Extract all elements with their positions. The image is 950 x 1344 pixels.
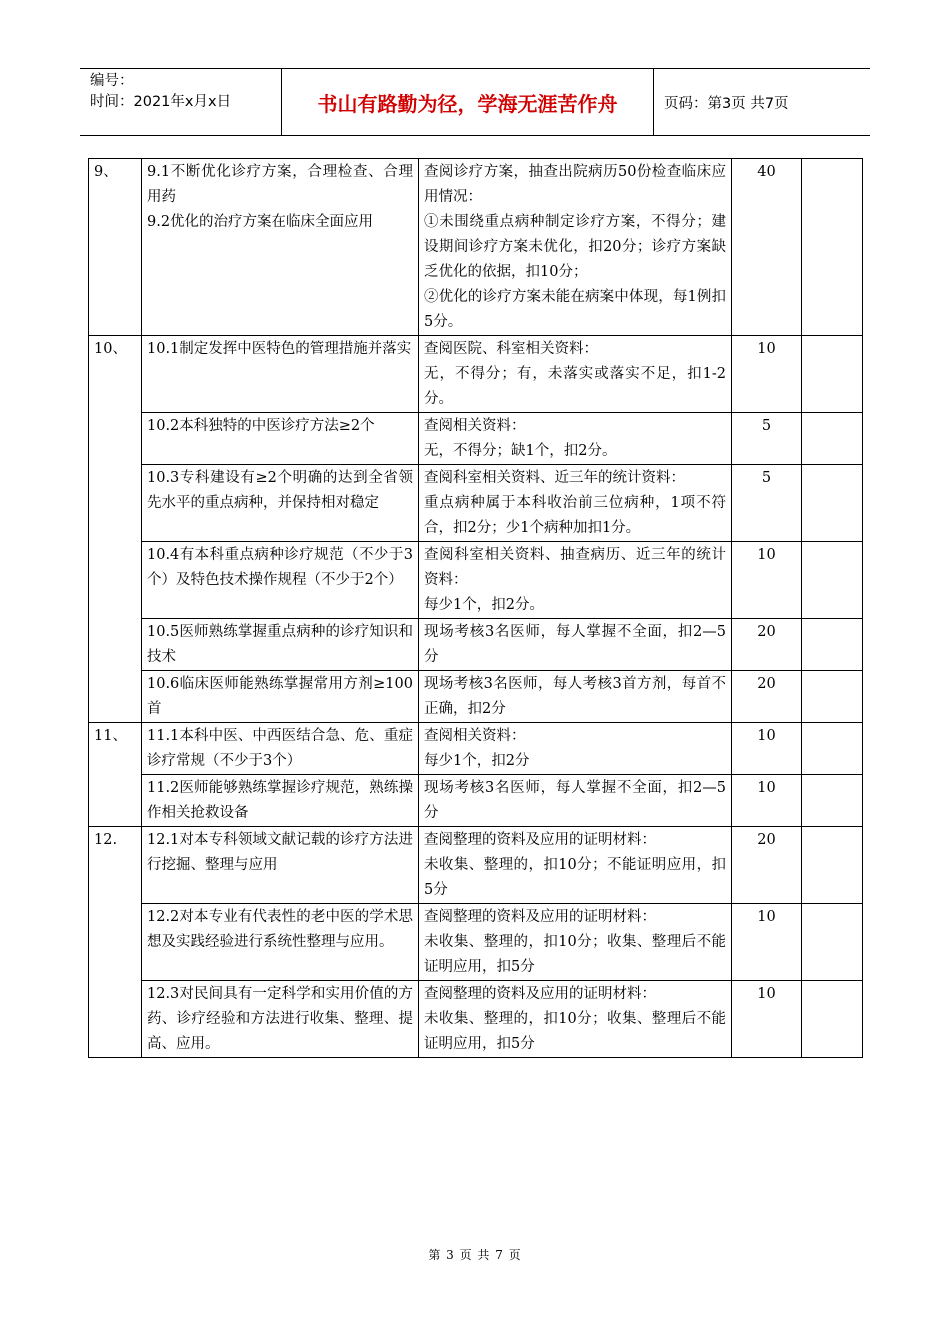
method-text: 现场考核3名医师，每人考核3首方剂，每首不正确，扣2分 [424,676,726,717]
method-text: 未收集、整理的，扣10分；不能证明应用，扣5分 [424,857,726,898]
method-cell [419,671,732,723]
score-cell: 10 [732,723,802,775]
criteria-text: 10.3专科建设有≥2个明确的达到全省领先水平的重点病种，并保持相对稳定 [147,470,413,511]
criteria-text: 9.1不断优化诊疗方案，合理检查、合理用药 [147,164,413,205]
criteria-text: 10.4有本科重点病种诊疗规范（不少于3个）及特色技术操作规程（不少于2个） [147,547,413,588]
method-cell [419,619,732,671]
table-row [89,465,863,542]
criteria-text: 11.1本科中医、中西医结合急、危、重症诊疗常规（不少于3个） [147,728,413,769]
score-cell: 20 [732,671,802,723]
table-row [89,542,863,619]
criteria-cell [142,671,419,723]
method-cell [419,904,732,981]
item-number-cell: 12. [89,827,142,1058]
header-page-label: 页码：第3页 共7页 [664,95,789,112]
criteria-cell [142,413,419,465]
method-text: 未收集、整理的，扣10分；收集、整理后不能证明应用，扣5分 [424,934,726,975]
score-cell: 10 [732,775,802,827]
score-cell: 20 [732,619,802,671]
item-number-cell: 10、 [89,336,142,723]
page-footer: 第 3 页 共 7 页 [428,1248,522,1262]
table-row [89,775,863,827]
criteria-text: 11.2医师能够熟练掌握诊疗规范，熟练操作相关抢救设备 [147,780,413,821]
criteria-cell [142,981,419,1058]
criteria-cell [142,723,419,775]
evaluation-cell [802,827,863,904]
method-text: 查阅整理的资料及应用的证明材料： [424,986,656,1002]
table-row [89,413,863,465]
item-number-cell: 9、 [89,159,142,336]
method-cell [419,465,732,542]
score-cell: 20 [732,827,802,904]
table-row [89,827,863,904]
score-cell: 10 [732,542,802,619]
evaluation-cell [802,775,863,827]
criteria-text: 12.2对本专业有代表性的老中医的学术思想及实践经验进行系统性整理与应用。 [147,909,413,950]
method-text: 现场考核3名医师，每人掌握不全面，扣2—5分 [424,624,726,665]
criteria-cell [142,159,419,336]
evaluation-cell [802,336,863,413]
evaluation-cell [802,159,863,336]
criteria-text: 12.3对民间具有一定科学和实用价值的方药、诊疗经验和方法进行收集、整理、提高、应用。 [147,986,413,1052]
criteria-cell [142,465,419,542]
score-cell: 5 [732,465,802,542]
method-text: 无，不得分；有，未落实或落实不足，扣1-2分。 [424,366,726,407]
method-text: 查阅医院、科室相关资料： [424,341,598,357]
item-number-cell: 11、 [89,723,142,827]
method-text: 无，不得分；缺1个，扣2分。 [424,443,617,459]
score-cell: 10 [732,904,802,981]
method-text: 查阅相关资料： [424,418,526,434]
header-meta [80,69,282,135]
evaluation-cell [802,465,863,542]
method-text: ②优化的诊疗方案未能在病案中体现，每1例扣5分。 [424,289,726,330]
criteria-text: 10.2本科独特的中医诊疗方法≥2个 [147,418,375,434]
evaluation-cell [802,413,863,465]
method-cell [419,827,732,904]
method-text: ①未围绕重点病种制定诊疗方案，不得分；建设期间诊疗方案未优化，扣20分；诊疗方案缺乏优化的依据，扣10分； [424,214,726,280]
assessment-table-body [89,159,863,1058]
method-text: 查阅科室相关资料、近三年的统计资料： [424,470,685,486]
code-label: 编号： [90,73,134,89]
score-cell: 5 [732,413,802,465]
method-cell [419,542,732,619]
criteria-cell [142,827,419,904]
method-text: 未收集、整理的，扣10分；收集、整理后不能证明应用，扣5分 [424,1011,726,1052]
method-text: 查阅整理的资料及应用的证明材料： [424,909,656,925]
method-text: 查阅相关资料： [424,728,526,744]
method-cell [419,336,732,413]
method-cell [419,723,732,775]
criteria-cell [142,775,419,827]
criteria-text: 10.1制定发挥中医特色的管理措施并落实 [147,341,412,357]
evaluation-cell [802,542,863,619]
table-row [89,671,863,723]
assessment-table [88,158,863,1058]
method-text: 现场考核3名医师，每人掌握不全面，扣2—5分 [424,780,726,821]
method-cell [419,159,732,336]
time-label: 时间：2021年x月x日 [90,94,232,110]
table-row [89,904,863,981]
method-text: 查阅科室相关资料、抽查病历、近三年的统计资料： [424,547,726,588]
criteria-text: 10.6临床医师能熟练掌握常用方剂≥100首 [147,676,413,717]
criteria-cell [142,336,419,413]
method-text: 重点病种属于本科收治前三位病种，1项不符合，扣2分；少1个病种加扣1分。 [424,495,726,536]
evaluation-cell [802,671,863,723]
table-row [89,336,863,413]
score-cell: 10 [732,336,802,413]
criteria-cell [142,542,419,619]
method-cell [419,775,732,827]
method-text: 每少1个，扣2分 [424,753,530,769]
header-motto: 书山有路勤为径，学海无涯苦作舟 [282,69,654,135]
method-text: 每少1个，扣2分。 [424,597,544,613]
evaluation-cell [802,619,863,671]
method-cell [419,981,732,1058]
criteria-text: 12.1对本专科领域文献记载的诊疗方法进行挖掘、整理与应用 [147,832,413,873]
table-row [89,159,863,336]
criteria-text: 10.5医师熟练掌握重点病种的诊疗知识和技术 [147,624,413,665]
table-row [89,981,863,1058]
criteria-text: 9.2优化的治疗方案在临床全面应用 [147,214,374,230]
score-cell: 40 [732,159,802,336]
evaluation-cell [802,723,863,775]
criteria-cell [142,619,419,671]
table-row [89,619,863,671]
evaluation-cell [802,981,863,1058]
method-text: 查阅整理的资料及应用的证明材料： [424,832,656,848]
evaluation-cell [802,904,863,981]
score-cell: 10 [732,981,802,1058]
method-cell [419,413,732,465]
page-header [80,68,870,136]
table-row [89,723,863,775]
method-text: 查阅诊疗方案，抽查出院病历50份检查临床应用情况： [424,164,726,205]
criteria-cell [142,904,419,981]
